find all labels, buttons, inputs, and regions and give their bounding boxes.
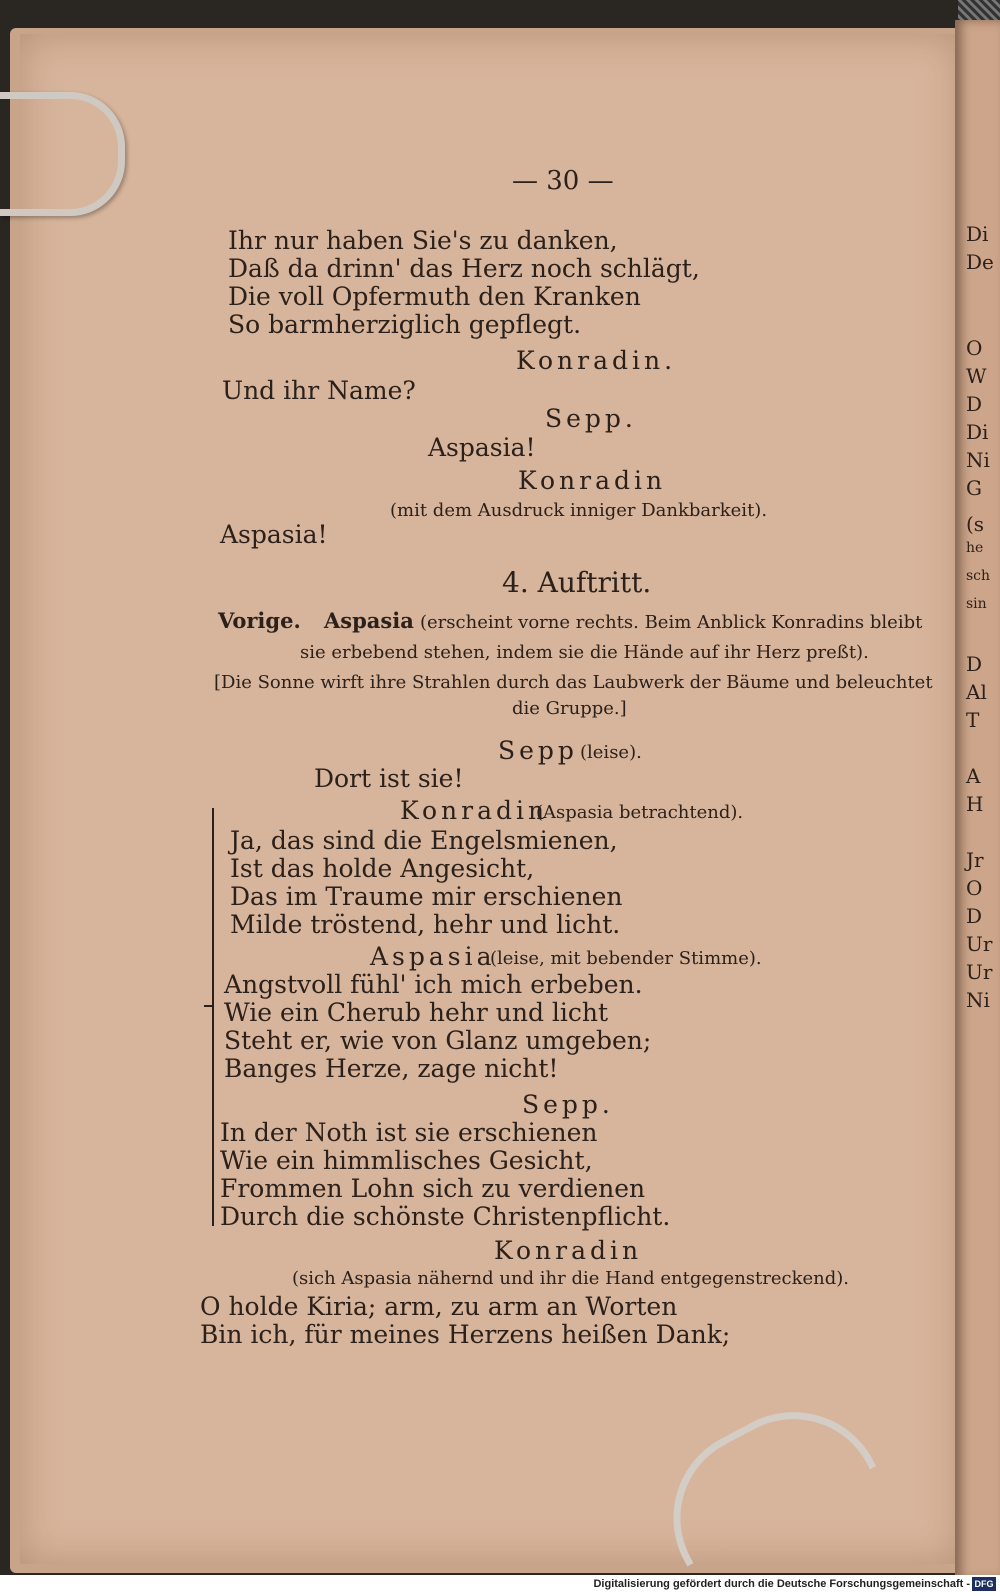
margin-fragment: De	[966, 250, 994, 274]
verse-line: Wie ein himmlisches Gesicht,	[220, 1146, 593, 1175]
verse-line: Steht er, wie von Glanz umgeben;	[224, 1026, 652, 1055]
speaker-name: Konradin	[518, 466, 667, 495]
verse-line: Angstvoll fühl' ich mich erbeben.	[224, 970, 643, 999]
margin-fragment: he	[966, 540, 984, 556]
digitization-credit: Digitalisierung gefördert durch die Deutsche Forschungsgemeinschaft -	[593, 1578, 970, 1590]
margin-fragment: Ni	[966, 448, 990, 472]
margin-fragment: Ur	[966, 932, 993, 956]
verse-line: Milde tröstend, hehr und licht.	[230, 910, 621, 939]
margin-fragment: Jr	[966, 848, 984, 872]
stage-direction: (mit dem Ausdruck inniger Dankbarkeit).	[390, 500, 768, 521]
speaker-name: Sepp.	[545, 404, 637, 433]
margin-fragment: Di	[966, 420, 989, 444]
stage-direction: [Die Sonne wirft ihre Strahlen durch das Laubwerk der Bäume und beleuchtet	[214, 672, 933, 693]
verse-line: Daß da drinn' das Herz noch schlägt,	[228, 254, 700, 283]
margin-fragment: Al	[966, 680, 987, 704]
verse-line: So barmherziglich gepflegt.	[228, 310, 582, 339]
margin-fragment: Ni	[966, 988, 990, 1012]
speaker-name: Sepp	[498, 736, 578, 765]
dfg-logo: DFG	[972, 1577, 996, 1591]
margin-fragment: A	[966, 764, 981, 788]
verse-line: O holde Kiria; arm, zu arm an Worten	[200, 1292, 678, 1321]
stage-direction: sie erbebend stehen, indem sie die Hände auf ihr Herz preßt).	[300, 642, 869, 663]
margin-fragment: O	[966, 336, 983, 360]
verse-line: Bin ich, für meines Herzens heißen Dank;	[200, 1320, 731, 1349]
margin-fragment: D	[966, 392, 983, 416]
verse-line: Dort ist sie!	[314, 764, 464, 793]
verse-line: Aspasia!	[428, 433, 536, 462]
stage-character: Vorige.	[218, 608, 301, 633]
verse-line: Wie ein Cherub hehr und licht	[224, 998, 609, 1027]
speaker-name: Aspasia	[370, 942, 496, 971]
speaker-name: Konradin	[494, 1236, 643, 1265]
stage-direction: (erscheint vorne rechts. Beim Anblick Konradins bleibt	[420, 612, 923, 633]
verse-line: Ja, das sind die Engelsmienen,	[230, 826, 618, 855]
margin-fragment: D	[966, 904, 983, 928]
margin-fragment: sch	[966, 568, 991, 584]
verse-line: Aspasia!	[220, 520, 328, 549]
speaker-name: Konradin	[400, 796, 549, 825]
margin-fragment: H	[966, 792, 984, 816]
margin-fragment: W	[966, 364, 987, 388]
scan-corner	[958, 0, 1000, 22]
stage-direction: die Gruppe.]	[512, 698, 627, 719]
stage-direction: (sich Aspasia nähernd und ihr die Hand entgegenstreckend).	[292, 1268, 850, 1289]
stage-direction: (leise).	[580, 742, 642, 763]
verse-line: Banges Herze, zage nicht!	[224, 1054, 559, 1083]
speaker-name: Konradin.	[516, 346, 677, 375]
verse-line: Durch die schönste Christenpflicht.	[220, 1202, 671, 1231]
margin-fragment: T	[966, 708, 980, 732]
verse-line: Frommen Lohn sich zu verdienen	[220, 1174, 646, 1203]
verse-line: Ist das holde Angesicht,	[230, 854, 535, 883]
stage-character: Aspasia	[324, 608, 414, 633]
stage-direction: (Aspasia betrachtend).	[536, 802, 744, 823]
stanza-brace-tip	[204, 1005, 214, 1007]
margin-fragment: Di	[966, 222, 989, 246]
speaker-name: Sepp.	[522, 1090, 614, 1119]
verse-line: Und ihr Name?	[222, 376, 416, 405]
margin-fragment: Ur	[966, 960, 993, 984]
margin-fragment: G	[966, 476, 982, 500]
stage-direction: (leise, mit bebender Stimme).	[490, 948, 762, 969]
margin-fragment: O	[966, 876, 983, 900]
verse-line: Die voll Opfermuth den Kranken	[228, 282, 641, 311]
scene-heading: 4. Auftritt.	[502, 566, 652, 599]
margin-fragment: D	[966, 652, 983, 676]
verse-line: In der Noth ist sie erschienen	[220, 1118, 598, 1147]
margin-fragment: sin	[966, 596, 987, 612]
verse-line: Das im Traume mir erschienen	[230, 882, 623, 911]
margin-fragment: (s	[966, 512, 985, 536]
verse-line: Ihr nur haben Sie's zu danken,	[228, 226, 618, 255]
paper-clip-icon	[0, 92, 125, 216]
page-number: — 30 —	[512, 166, 614, 196]
